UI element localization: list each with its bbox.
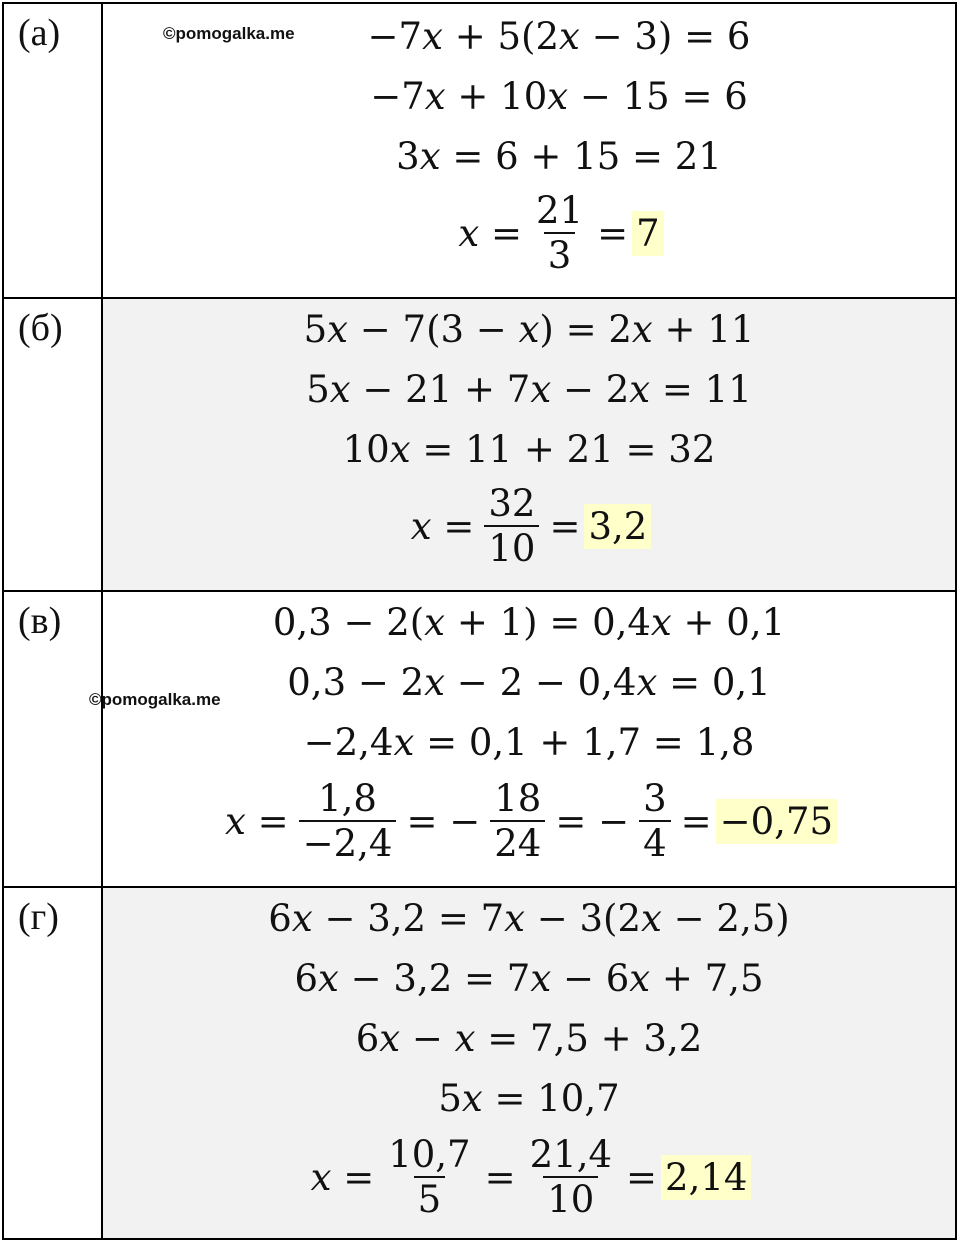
answer-highlight: 7 xyxy=(632,211,664,256)
equation-line: 5𝑥 = 10,7 xyxy=(438,1077,620,1120)
row-g xyxy=(4,886,955,1238)
row-b xyxy=(4,297,955,590)
label-cell xyxy=(4,592,103,886)
equals-sign: = xyxy=(549,504,581,548)
answer-highlight: 3,2 xyxy=(584,504,651,549)
equals-minus: = − xyxy=(406,799,481,843)
fraction-denominator: 5 xyxy=(414,1176,446,1218)
equation-line: 0,3 − 2𝑥 − 2 − 0,4𝑥 = 0,1 xyxy=(287,661,771,704)
final-equation xyxy=(103,777,955,865)
fraction xyxy=(299,777,397,865)
fraction xyxy=(639,777,671,865)
fraction-denominator: 24 xyxy=(490,820,545,862)
equation-line: 0,3 − 2(𝑥 + 1) = 0,4𝑥 + 0,1 xyxy=(272,601,786,644)
equation-line: 6𝑥 − 𝑥 = 7,5 + 3,2 xyxy=(355,1017,703,1060)
fraction-denominator: 4 xyxy=(639,820,671,862)
equation-line: 10𝑥 = 11 + 21 = 32 xyxy=(342,428,716,471)
fraction-denominator: 10 xyxy=(484,525,539,567)
final-equation xyxy=(103,1133,955,1221)
fraction xyxy=(532,189,587,277)
row-label: (a) xyxy=(18,12,61,54)
fraction-numerator: 3 xyxy=(643,777,667,820)
equation-cell xyxy=(103,888,955,1238)
watermark: ©pomogalka.me xyxy=(89,690,221,709)
fraction-numerator: 21 xyxy=(535,189,584,232)
label-cell xyxy=(4,299,103,590)
fraction-denominator: −2,4 xyxy=(299,820,397,862)
fraction-denominator: 3 xyxy=(544,232,576,274)
fraction xyxy=(484,482,539,570)
row-a xyxy=(4,4,955,297)
fraction-numerator: 18 xyxy=(494,777,542,820)
final-lhs: 𝑥 = xyxy=(458,211,522,255)
fraction-numerator: 32 xyxy=(488,482,536,525)
equals-sign: = xyxy=(626,1155,658,1199)
fraction xyxy=(384,1133,474,1221)
equation-cell xyxy=(89,592,955,886)
equation-line: 3𝑥 = 6 + 15 = 21 xyxy=(396,135,722,178)
equation-line: −2,4𝑥 = 0,1 + 1,7 = 1,8 xyxy=(303,721,755,764)
fraction-numerator: 10,7 xyxy=(388,1133,471,1176)
equation-line: −7𝑥 + 10𝑥 − 15 = 6 xyxy=(370,75,748,118)
watermark: ©pomogalka.me xyxy=(163,24,295,43)
equation-line: 5𝑥 − 21 + 7𝑥 − 2𝑥 = 11 xyxy=(306,368,752,411)
row-label: (г) xyxy=(18,896,59,938)
equals-minus: = − xyxy=(555,799,630,843)
equals-sign: = xyxy=(680,799,712,843)
fraction-denominator: 10 xyxy=(543,1176,598,1218)
equals-sign: = xyxy=(484,1155,516,1199)
row-v xyxy=(4,590,955,886)
equation-line: 6𝑥 − 3,2 = 7𝑥 − 6𝑥 + 7,5 xyxy=(294,957,764,1000)
equation-line: 6𝑥 − 3,2 = 7𝑥 − 3(2𝑥 − 2,5) xyxy=(268,897,790,940)
fraction xyxy=(526,1133,616,1221)
solution-table xyxy=(2,2,957,1240)
fraction-numerator: 1,8 xyxy=(318,777,377,820)
answer-highlight: 2,14 xyxy=(661,1155,751,1200)
final-equation xyxy=(103,482,955,570)
fraction xyxy=(490,777,545,865)
final-equation xyxy=(163,189,955,277)
equation-cell xyxy=(103,4,955,297)
row-label: (в) xyxy=(18,600,62,642)
fraction-numerator: 21,4 xyxy=(529,1133,613,1176)
answer-highlight: −0,75 xyxy=(716,799,837,844)
equation-cell xyxy=(103,299,955,590)
final-lhs: 𝑥 = xyxy=(224,799,289,843)
final-lhs: 𝑥 = xyxy=(410,504,475,548)
label-cell xyxy=(4,4,103,297)
equation-line: 5𝑥 − 7(3 − 𝑥) = 2𝑥 + 11 xyxy=(303,308,755,351)
equals-sign: = xyxy=(597,211,629,255)
label-cell xyxy=(4,888,103,1238)
row-label: (б) xyxy=(18,307,63,349)
final-lhs: 𝑥 = xyxy=(310,1155,375,1199)
equation-line: −7𝑥 + 5(2𝑥 − 3) = 6 xyxy=(367,15,751,58)
